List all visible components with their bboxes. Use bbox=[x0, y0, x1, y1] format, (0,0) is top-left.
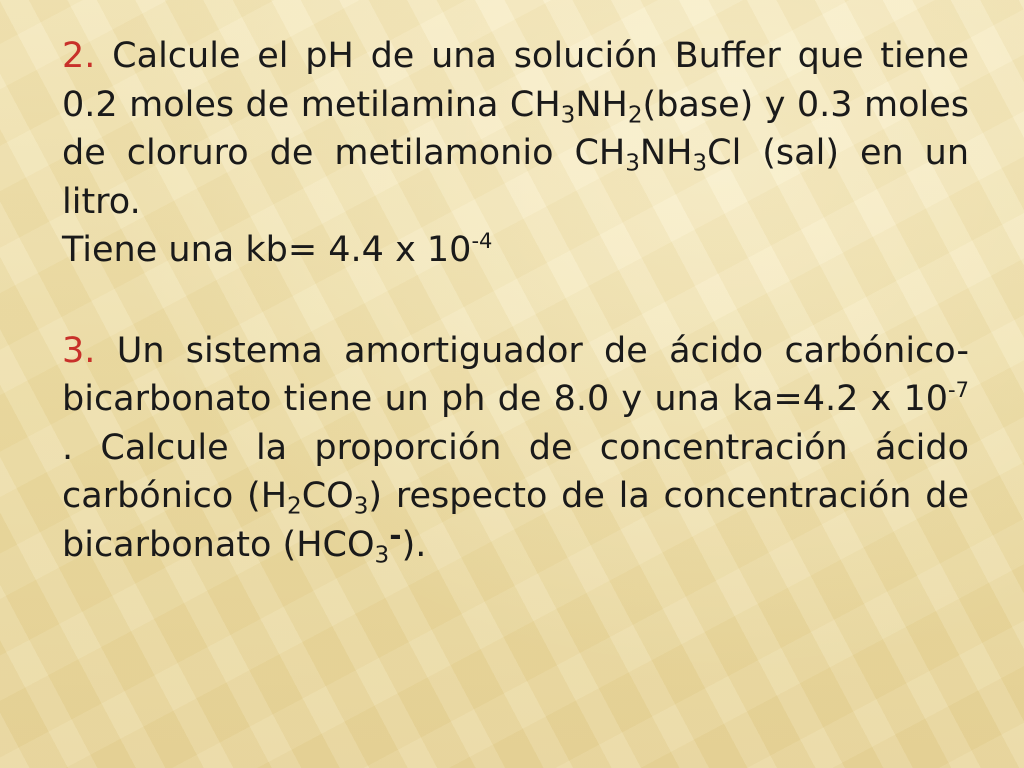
problem-3-text-part: Un sistema amortiguador de ácido carbónico-bicarbonato tiene un ph de 8.0 y una ka=4.2 x 10 bbox=[62, 330, 969, 419]
subscript: 3 bbox=[625, 150, 640, 177]
subscript: 3 bbox=[560, 101, 576, 128]
problem-3-text-part: ). bbox=[401, 524, 427, 565]
problem-2-text-part: NH bbox=[575, 84, 628, 125]
subscript: 2 bbox=[627, 101, 643, 128]
problem-3-text-part: ) respecto de la concentración de bicarbonato (HCO bbox=[62, 476, 969, 565]
superscript: -4 bbox=[471, 228, 493, 253]
problem-2-kb-line bbox=[62, 226, 969, 275]
superscript: -7 bbox=[948, 377, 969, 402]
problem-3 bbox=[62, 327, 969, 570]
subscript: 3 bbox=[692, 150, 708, 177]
slide-content bbox=[62, 32, 969, 569]
subscript: 3 bbox=[374, 541, 390, 568]
problem-3-text-part: . Calcule la proporción de concentración ácido carbónico (H bbox=[62, 427, 969, 516]
problem-2-text-part: Cl (sal) en un litro. bbox=[62, 133, 969, 222]
problem-3-number: 3. bbox=[62, 330, 96, 371]
problem-2 bbox=[62, 32, 969, 226]
problem-2-text-part: NH bbox=[639, 133, 693, 173]
paragraph-spacer bbox=[62, 275, 969, 327]
problem-2-text-part: Calcule el pH de una solución Buffer que tiene 0.2 moles de metilamina CH bbox=[62, 36, 969, 125]
kb-text: Tiene una kb= 4.4 x 10 bbox=[62, 230, 472, 270]
problem-3-text-part: CO bbox=[301, 476, 354, 516]
problem-2-text-part: (base) y 0.3 moles de cloruro de metilamonio CH bbox=[62, 84, 969, 173]
charge-superscript: - bbox=[389, 518, 402, 554]
subscript: 3 bbox=[353, 493, 369, 520]
problem-2-number: 2. bbox=[62, 36, 96, 76]
subscript: 2 bbox=[287, 493, 302, 520]
